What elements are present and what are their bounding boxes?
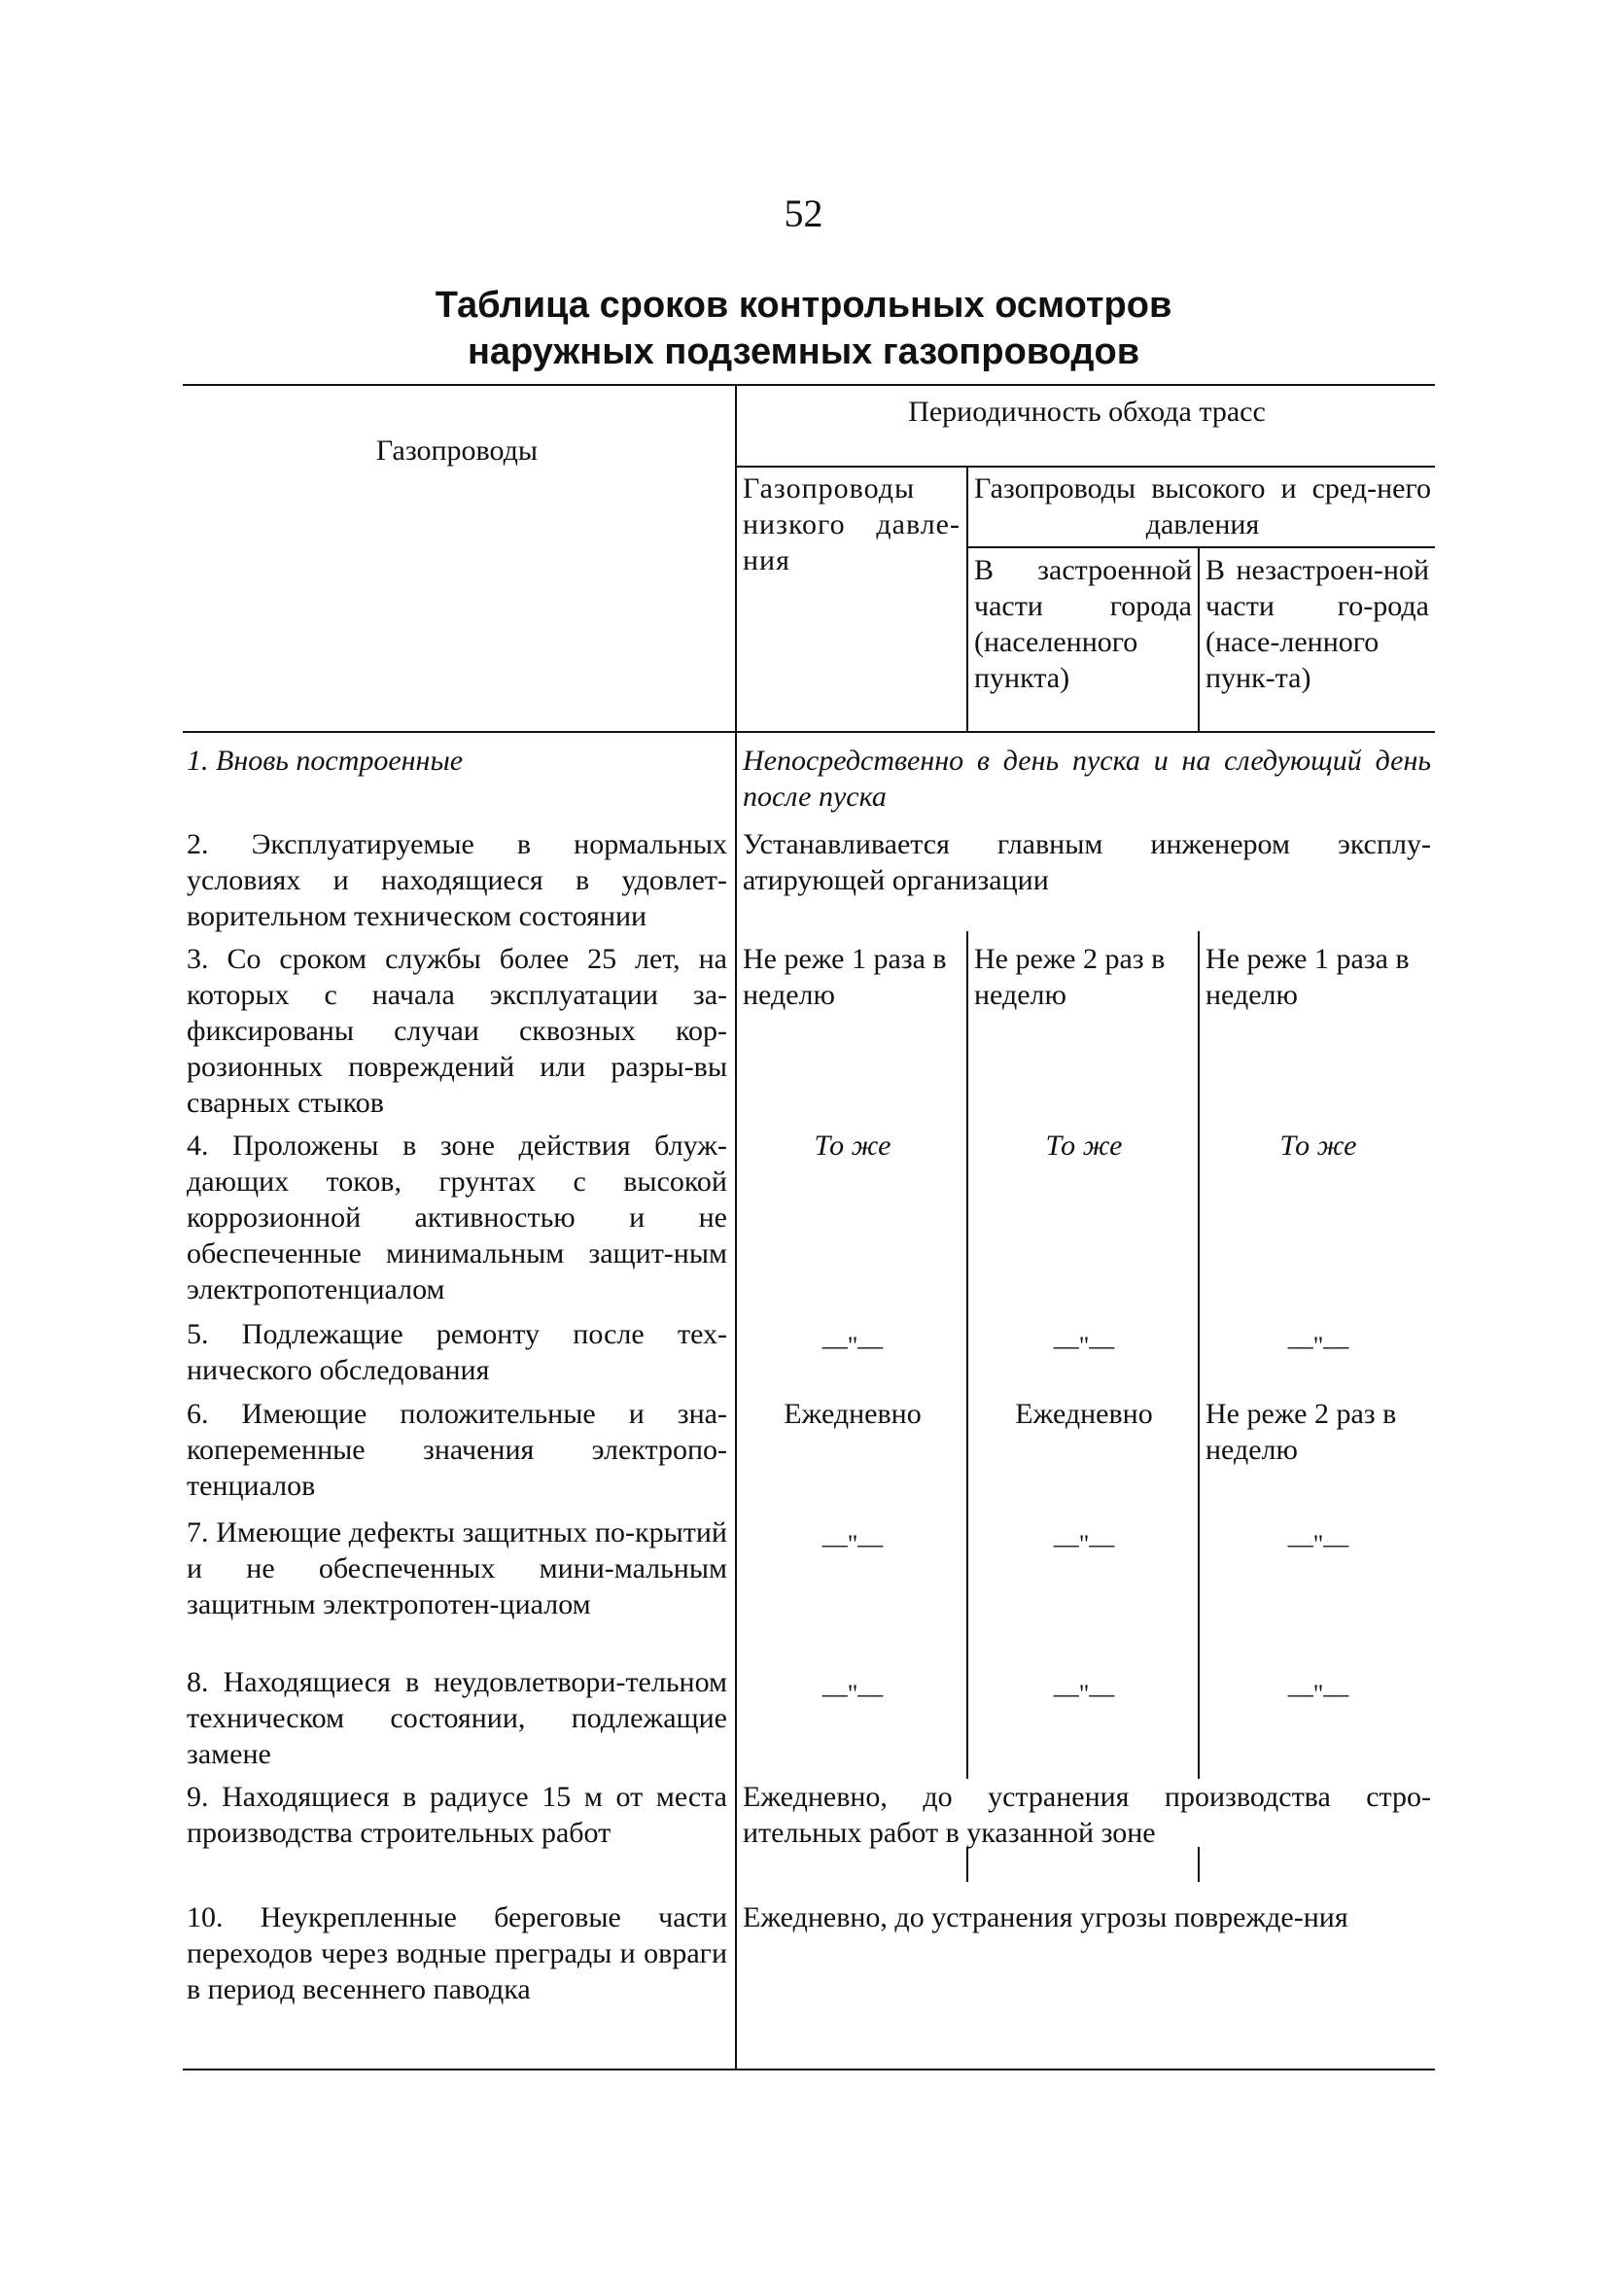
row-2-label: 2. Эксплуатируемые в нормальных условиях и находящиеся в удовлет-ворительном техническом состоянии (187, 828, 727, 932)
row-3-unbuilt: Не реже 1 раза в неделю (1205, 943, 1410, 1011)
row-3-built: Не реже 2 раз в неделю (974, 943, 1166, 1011)
period-rule (737, 466, 1435, 468)
row-6-label: 6. Имеющие положительные и зна-копеременные значения электропо-тенциалов (187, 1398, 727, 1502)
row-5-low: —"— (821, 1332, 884, 1360)
row-1-label: 1. Вновь построенные (187, 745, 464, 777)
row-8-low: —"— (821, 1680, 884, 1708)
table-top-rule (183, 384, 1435, 386)
row-5-label: 5. Подлежащие ремонту после тех-нического обследования (187, 1318, 727, 1386)
row-4-label: 4. Проложены в зоне действия блуж-дающих токов, грунтах с высокой коррозионной активностью и не обеспеченные минимальным защит-ным электропотенциалом (187, 1130, 727, 1305)
header-divider-low (966, 466, 968, 731)
row-1-value: Непосредственно в день пуска и на следующий день после пуска (743, 745, 1431, 813)
row-7-unbuilt: —"— (1287, 1530, 1349, 1558)
row-7-label: 7. Имеющие дефекты защитных по-крытий и не обеспеченных мини-мальным защитным электропотен-циалом (187, 1516, 727, 1620)
row-2-value: Устанавливается главным инженером эксплу-атирующей организации (743, 828, 1431, 896)
title-line-2: наружных подземных газопроводов (467, 331, 1140, 372)
row-6-low: Ежедневно (784, 1398, 922, 1430)
page-title (0, 282, 1607, 375)
header-pipelines: Газопроводы (375, 435, 539, 467)
body-divider-built (1198, 931, 1200, 1779)
row-8-unbuilt: —"— (1287, 1680, 1349, 1708)
row-9-value: Ежедневно, до устранения производства стро-ительных работ в указанной зоне (743, 1781, 1431, 1849)
row-4-built: То же (1045, 1130, 1123, 1162)
row-7-low: —"— (821, 1530, 884, 1558)
page-number: 52 (784, 191, 823, 235)
body-divider-low (966, 931, 968, 1779)
row-10-label: 10. Неукрепленные береговые части переходов через водные преграды и овраги в период весеннего паводка (187, 1901, 727, 2005)
table-bottom-rule (183, 2069, 1435, 2070)
tick-mark-right (1198, 1847, 1200, 1882)
tick-mark-left (966, 1847, 968, 1882)
row-5-unbuilt: —"— (1287, 1332, 1349, 1360)
high-pressure-rule (968, 546, 1435, 548)
header-built-area: В застроенной части города (населенного пункта) (974, 554, 1192, 694)
header-high-pressure: Газопроводы высокого и сред-него давления (974, 472, 1431, 540)
row-6-built: Ежедневно (1015, 1398, 1153, 1430)
header-unbuilt-area: В незастроен-ной части го-рода (насе-ленного пунк-та) (1205, 554, 1429, 694)
row-8-label: 8. Находящиеся в неудовлетвори-тельном техническом состоянии, подлежащие замене (187, 1666, 727, 1770)
row-7-built: —"— (1053, 1530, 1115, 1558)
row-9-label: 9. Находящиеся в радиусе 15 м от места производства строительных работ (187, 1781, 727, 1849)
main-column-divider (735, 384, 737, 2070)
header-low-pressure: Газопроводы низкого давле-ния (743, 472, 961, 576)
row-3-low: Не реже 1 раза в неделю (743, 943, 947, 1011)
header-bottom-rule (183, 731, 1435, 733)
title-line-1: Таблица сроков контрольных осмотров (435, 285, 1172, 326)
row-8-built: —"— (1053, 1680, 1115, 1708)
row-4-low: То же (814, 1130, 891, 1162)
row-3-label: 3. Со сроком службы более 25 лет, на которых с начала эксплуатации за-фиксированы случаи сквозных кор-розионных повреждений или разры-вы сварных стыков (187, 943, 727, 1119)
header-divider-built (1198, 546, 1200, 731)
row-5-built: —"— (1053, 1332, 1115, 1360)
row-6-unbuilt: Не реже 2 раз в неделю (1205, 1398, 1397, 1466)
row-4-unbuilt: То же (1279, 1130, 1357, 1162)
row-10-value: Ежедневно, до устранения угрозы поврежде-ния (743, 1901, 1348, 1933)
header-period: Периодичность обхода трасс (908, 396, 1266, 428)
